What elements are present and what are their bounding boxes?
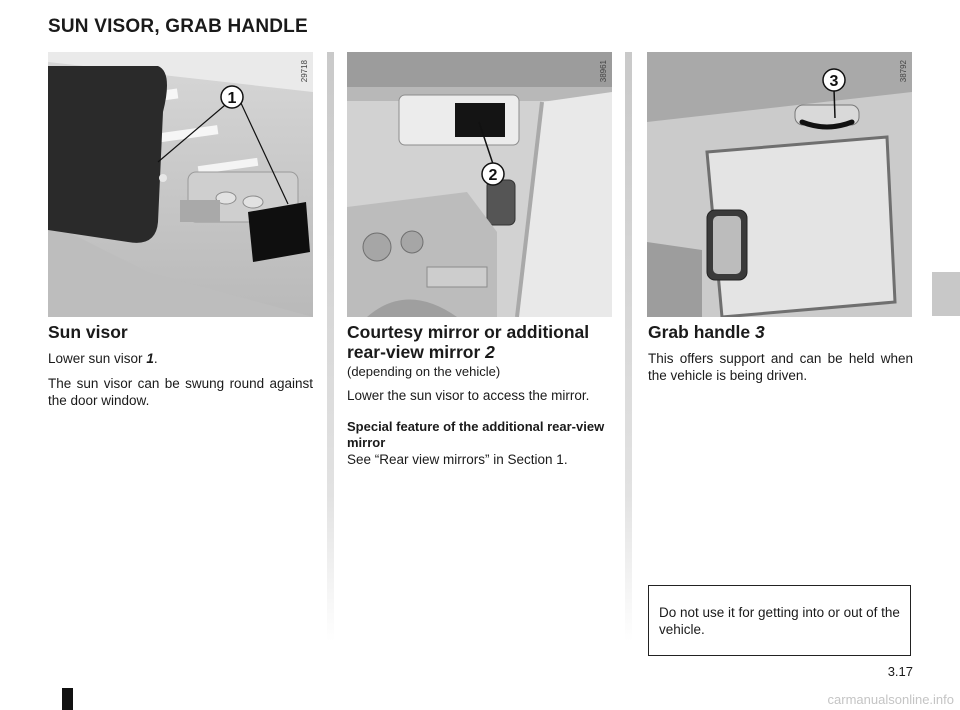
section-grab-handle bbox=[648, 322, 913, 384]
warning-box: Do not use it for getting into or out of the vehicle. bbox=[648, 585, 911, 656]
watermark: carmanualsonline.info bbox=[827, 692, 954, 707]
sun-visor-illustration bbox=[48, 52, 313, 317]
availability-note: (depending on the vehicle) bbox=[347, 364, 501, 379]
figure-grab-handle bbox=[647, 52, 912, 317]
reference-number: 2 bbox=[485, 342, 495, 362]
reference-number: 3 bbox=[754, 322, 765, 342]
section-courtesy-mirror bbox=[347, 322, 612, 468]
figure-code: 38961 bbox=[599, 60, 608, 83]
section-heading bbox=[648, 322, 913, 342]
callout-2: 2 bbox=[488, 167, 498, 184]
grab-handle-illustration bbox=[647, 52, 912, 317]
callout-3: 3 bbox=[829, 73, 839, 90]
special-feature-text: See “Rear view mirrors” in Section 1. bbox=[347, 452, 568, 467]
figure-code: 38792 bbox=[899, 60, 908, 83]
section-sun-visor bbox=[48, 322, 313, 409]
special-feature-heading: Special feature of the additional rear-view mirror bbox=[347, 419, 605, 450]
lower-visor-text: Lower sun visor 1. bbox=[48, 351, 158, 366]
section-heading bbox=[347, 322, 612, 362]
figure-sun-visor bbox=[48, 52, 313, 317]
swing-text: The sun visor can be swung round against the door window. bbox=[48, 376, 313, 408]
figure-code: 29718 bbox=[300, 60, 309, 83]
courtesy-mirror-illustration bbox=[347, 52, 612, 317]
lower-visor-label: Lower sun visor bbox=[48, 351, 143, 366]
section-heading-text: Grab handle bbox=[648, 322, 751, 342]
corner-mark bbox=[62, 688, 73, 710]
reference-number: 1 bbox=[146, 351, 154, 366]
mirror-access-text: Lower the sun visor to access the mirror. bbox=[347, 388, 590, 403]
page-number: 3.17 bbox=[887, 664, 913, 679]
figure-courtesy-mirror bbox=[347, 52, 612, 317]
section-tab bbox=[932, 272, 960, 316]
grab-handle-text: This offers support and can be held when the vehicle is being driven. bbox=[648, 351, 913, 383]
callout-1: 1 bbox=[227, 90, 237, 107]
column-separator bbox=[625, 52, 632, 642]
column-separator bbox=[327, 52, 334, 642]
page-title: SUN VISOR, GRAB HANDLE bbox=[48, 16, 308, 37]
section-heading-text: Courtesy mirror or additional rear-view mirror bbox=[347, 322, 590, 362]
section-heading: Sun visor bbox=[48, 322, 128, 342]
